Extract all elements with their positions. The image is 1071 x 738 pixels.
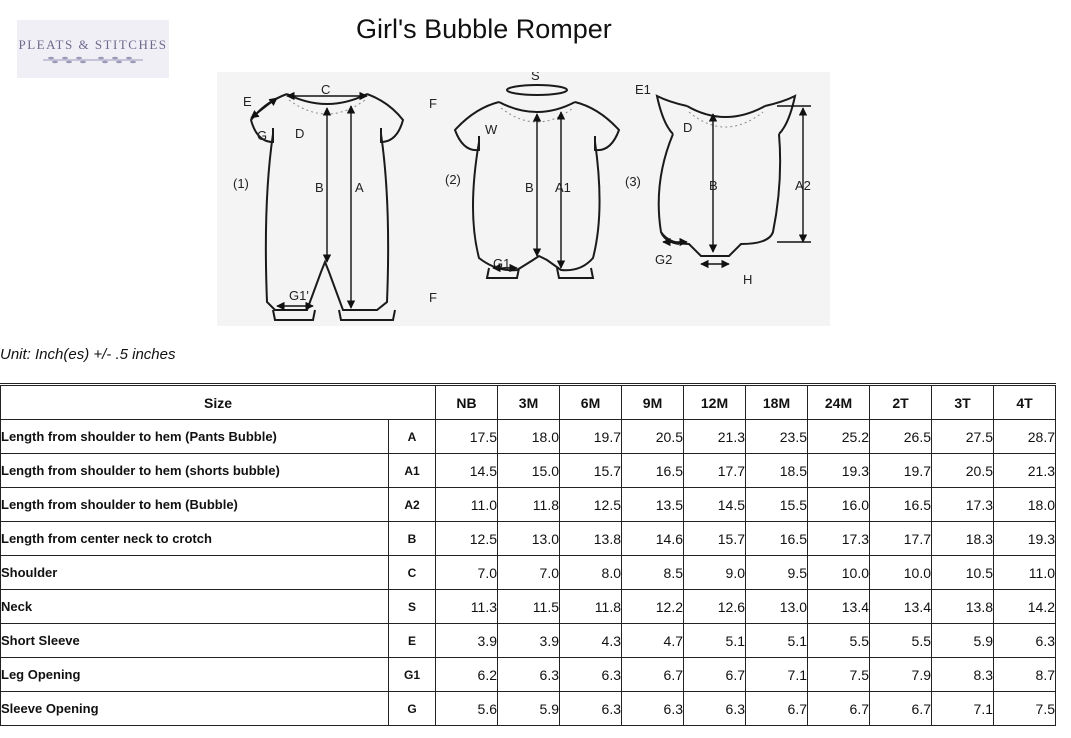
measurement-value: 15.5 <box>746 488 808 522</box>
measurement-value: 9.5 <box>746 556 808 590</box>
measurement-value: 5.9 <box>932 624 994 658</box>
measurement-value: 12.5 <box>560 488 622 522</box>
measurement-value: 20.5 <box>622 420 684 454</box>
size-column-header: 3T <box>932 385 994 420</box>
svg-text:E: E <box>243 94 252 109</box>
measurement-value: 20.5 <box>932 454 994 488</box>
measurement-value: 14.5 <box>684 488 746 522</box>
size-column-header: 6M <box>560 385 622 420</box>
svg-text:S: S <box>531 72 540 83</box>
table-row <box>1 488 1056 522</box>
measurement-value: 5.6 <box>436 692 498 726</box>
measurement-code: C <box>389 556 436 590</box>
measurement-value: 14.5 <box>436 454 498 488</box>
measurement-value: 7.0 <box>436 556 498 590</box>
measurement-value: 26.5 <box>870 420 932 454</box>
measurement-value: 6.3 <box>498 658 560 692</box>
measurement-value: 28.7 <box>994 420 1056 454</box>
svg-text:A: A <box>355 180 364 195</box>
measurement-value: 15.0 <box>498 454 560 488</box>
measurement-value: 11.5 <box>498 590 560 624</box>
measurement-value: 8.7 <box>994 658 1056 692</box>
measurement-value: 21.3 <box>684 420 746 454</box>
svg-text:E1: E1 <box>635 82 651 97</box>
table-row <box>1 556 1056 590</box>
measurement-value: 11.3 <box>436 590 498 624</box>
svg-text:H: H <box>743 272 753 287</box>
measurement-value: 13.4 <box>870 590 932 624</box>
measurement-value: 4.7 <box>622 624 684 658</box>
measurement-code: A <box>389 420 436 454</box>
measurement-value: 10.0 <box>808 556 870 590</box>
measurement-value: 5.5 <box>808 624 870 658</box>
measurement-value: 5.5 <box>870 624 932 658</box>
measurement-value: 11.8 <box>560 590 622 624</box>
size-column-header: 4T <box>994 385 1056 420</box>
measurement-value: 6.2 <box>436 658 498 692</box>
measurement-code: G1 <box>389 658 436 692</box>
svg-text:W: W <box>485 122 498 137</box>
measurement-value: 6.3 <box>622 692 684 726</box>
svg-text:B: B <box>315 180 324 195</box>
measurement-value: 6.3 <box>994 624 1056 658</box>
measurement-code: E <box>389 624 436 658</box>
measurement-label: Length from shoulder to hem (Bubble) <box>1 488 389 522</box>
size-column-header: 24M <box>808 385 870 420</box>
measurement-value: 4.3 <box>560 624 622 658</box>
measurement-value: 19.3 <box>994 522 1056 556</box>
measurement-value: 12.6 <box>684 590 746 624</box>
measurement-value: 19.3 <box>808 454 870 488</box>
measurement-value: 3.9 <box>436 624 498 658</box>
table-row <box>1 590 1056 624</box>
svg-text:(1): (1) <box>233 176 249 191</box>
measurement-value: 6.7 <box>808 692 870 726</box>
measurement-label: Length from shoulder to hem (Pants Bubble) <box>1 420 389 454</box>
measurement-value: 3.9 <box>498 624 560 658</box>
table-row <box>1 692 1056 726</box>
measurement-value: 12.2 <box>622 590 684 624</box>
measurement-value: 17.3 <box>808 522 870 556</box>
measurement-value: 25.2 <box>808 420 870 454</box>
measurement-value: 11.0 <box>436 488 498 522</box>
vine-ornament <box>41 55 145 65</box>
svg-text:A2: A2 <box>795 178 811 193</box>
measurement-value: 15.7 <box>684 522 746 556</box>
svg-text:G1': G1' <box>289 288 309 303</box>
measurement-value: 12.5 <box>436 522 498 556</box>
measurement-value: 6.3 <box>560 692 622 726</box>
measurement-label: Leg Opening <box>1 658 389 692</box>
measurement-value: 6.3 <box>560 658 622 692</box>
measurement-value: 19.7 <box>870 454 932 488</box>
svg-text:B: B <box>525 180 534 195</box>
table-row <box>1 624 1056 658</box>
measurement-code: A2 <box>389 488 436 522</box>
svg-text:D: D <box>295 126 305 141</box>
size-rows <box>1 420 1056 726</box>
measurement-value: 11.8 <box>498 488 560 522</box>
unit-note: Unit: Inch(es) +/- .5 inches <box>0 346 176 363</box>
measurement-label: Length from shoulder to hem (shorts bubble) <box>1 454 389 488</box>
svg-text:F: F <box>429 96 437 111</box>
measurement-value: 16.5 <box>746 522 808 556</box>
table-row <box>1 658 1056 692</box>
measurement-value: 7.1 <box>746 658 808 692</box>
measurement-value: 10.0 <box>870 556 932 590</box>
svg-text:G2: G2 <box>655 252 673 267</box>
page-title: Girl's Bubble Romper <box>356 14 612 44</box>
measurement-code: G <box>389 692 436 726</box>
table-row <box>1 420 1056 454</box>
table-header-row <box>1 385 1056 420</box>
measurement-value: 18.3 <box>932 522 994 556</box>
measurement-value: 17.5 <box>436 420 498 454</box>
measurement-value: 5.1 <box>684 624 746 658</box>
measurement-value: 13.0 <box>746 590 808 624</box>
size-column-header: 3M <box>498 385 560 420</box>
measurement-value: 11.0 <box>994 556 1056 590</box>
logo-text: PLEATS & STITCHES <box>18 37 168 52</box>
measurement-value: 16.0 <box>808 488 870 522</box>
measurement-value: 9.0 <box>684 556 746 590</box>
measurement-value: 21.3 <box>994 454 1056 488</box>
measurement-value: 7.5 <box>808 658 870 692</box>
svg-text:G1: G1 <box>493 256 511 271</box>
size-column-header: NB <box>436 385 498 420</box>
measurement-value: 13.4 <box>808 590 870 624</box>
svg-text:C: C <box>321 82 331 97</box>
measurement-value: 8.0 <box>560 556 622 590</box>
measurement-value: 16.5 <box>622 454 684 488</box>
measurement-value: 13.0 <box>498 522 560 556</box>
measurement-value: 15.7 <box>560 454 622 488</box>
measurement-value: 13.8 <box>932 590 994 624</box>
measurement-value: 17.7 <box>870 522 932 556</box>
svg-text:A1: A1 <box>555 180 571 195</box>
measurement-value: 8.5 <box>622 556 684 590</box>
brand-logo <box>17 20 169 78</box>
table-row <box>1 522 1056 556</box>
measurement-diagram <box>217 72 830 326</box>
measurement-value: 6.3 <box>684 692 746 726</box>
measurement-value: 14.6 <box>622 522 684 556</box>
measurement-label: Length from center neck to crotch <box>1 522 389 556</box>
svg-text:F: F <box>429 290 437 305</box>
measurement-value: 17.3 <box>932 488 994 522</box>
svg-text:D: D <box>683 120 693 135</box>
measurement-code: B <box>389 522 436 556</box>
measurement-value: 6.7 <box>684 658 746 692</box>
measurement-value: 7.0 <box>498 556 560 590</box>
measurement-value: 6.7 <box>870 692 932 726</box>
measurement-value: 18.5 <box>746 454 808 488</box>
size-chart-table <box>0 383 1056 726</box>
measurement-value: 18.0 <box>498 420 560 454</box>
measurement-label: Sleeve Opening <box>1 692 389 726</box>
measurement-value: 14.2 <box>994 590 1056 624</box>
size-column-header: 2T <box>870 385 932 420</box>
size-column-header: 12M <box>684 385 746 420</box>
measurement-value: 7.9 <box>870 658 932 692</box>
measurement-value: 6.7 <box>746 692 808 726</box>
measurement-label: Shoulder <box>1 556 389 590</box>
size-column-header: 18M <box>746 385 808 420</box>
measurement-value: 18.0 <box>994 488 1056 522</box>
measurement-code: A1 <box>389 454 436 488</box>
measurement-value: 13.5 <box>622 488 684 522</box>
measurement-value: 17.7 <box>684 454 746 488</box>
size-column-header: 9M <box>622 385 684 420</box>
measurement-value: 10.5 <box>932 556 994 590</box>
size-header: Size <box>1 385 436 420</box>
measurement-code: S <box>389 590 436 624</box>
measurement-value: 27.5 <box>932 420 994 454</box>
measurement-value: 6.7 <box>622 658 684 692</box>
measurement-value: 16.5 <box>870 488 932 522</box>
measurement-value: 5.9 <box>498 692 560 726</box>
measurement-value: 5.1 <box>746 624 808 658</box>
measurement-value: 23.5 <box>746 420 808 454</box>
svg-text:(2): (2) <box>445 172 461 187</box>
svg-text:(3): (3) <box>625 174 641 189</box>
measurement-value: 13.8 <box>560 522 622 556</box>
measurement-value: 7.1 <box>932 692 994 726</box>
svg-text:G: G <box>257 128 268 143</box>
measurement-label: Short Sleeve <box>1 624 389 658</box>
table-row <box>1 454 1056 488</box>
measurement-value: 7.5 <box>994 692 1056 726</box>
measurement-value: 8.3 <box>932 658 994 692</box>
measurement-label: Neck <box>1 590 389 624</box>
svg-text:B: B <box>709 178 718 193</box>
measurement-value: 19.7 <box>560 420 622 454</box>
